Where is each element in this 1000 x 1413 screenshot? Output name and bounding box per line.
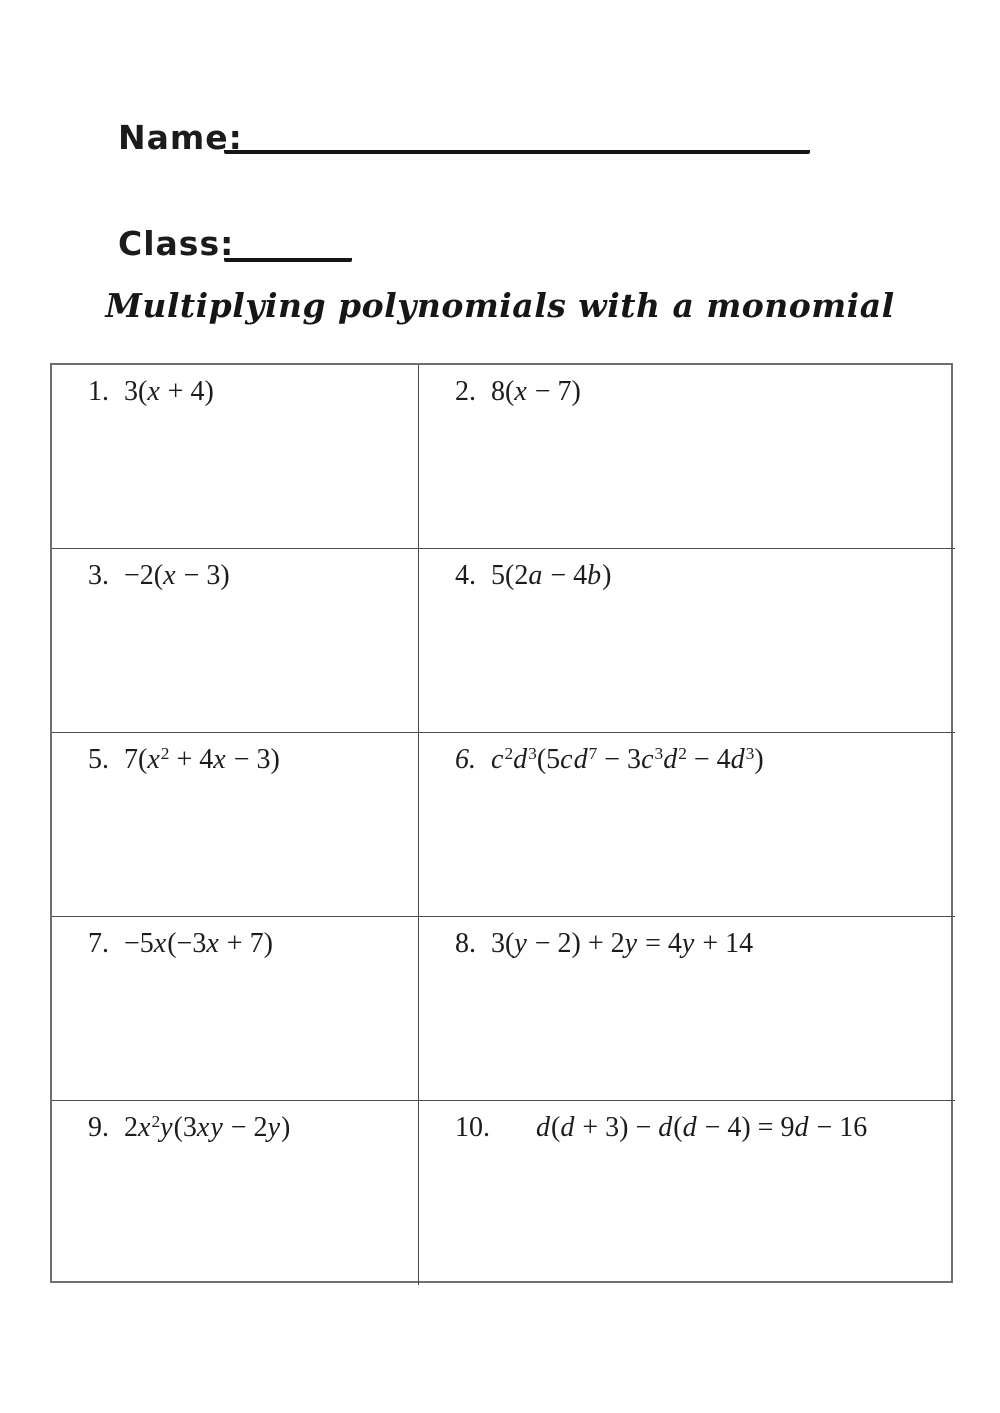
problem-expression: 8(x − 7) xyxy=(491,376,581,407)
problem-cell-10 xyxy=(419,1101,955,1285)
problem-cell-7 xyxy=(52,917,419,1101)
problem-number: 8. xyxy=(455,928,476,959)
problem-8 xyxy=(455,928,947,960)
problem-expression: d(d + 3) − d(d − 4) = 9d − 16 xyxy=(536,1112,868,1143)
class-fill-line xyxy=(224,224,352,262)
problem-6 xyxy=(455,744,947,776)
problem-cell-2 xyxy=(419,365,955,549)
problem-3 xyxy=(88,560,410,592)
worksheet-title: Multiplying polynomials with a monomial xyxy=(105,286,895,325)
problem-number: 10. xyxy=(455,1112,490,1143)
problem-cell-5 xyxy=(52,733,419,917)
problem-10 xyxy=(455,1112,947,1144)
problem-number: 6. xyxy=(455,744,476,775)
problem-number: 1. xyxy=(88,376,109,407)
problem-9 xyxy=(88,1112,410,1144)
class-label: Class: xyxy=(118,224,235,263)
name-fill-line xyxy=(224,116,810,154)
problem-1 xyxy=(88,376,410,408)
problem-7 xyxy=(88,928,410,960)
problem-cell-4 xyxy=(419,549,955,733)
problem-cell-3 xyxy=(52,549,419,733)
problem-number: 9. xyxy=(88,1112,109,1143)
problem-expression: 3(y − 2) + 2y = 4y + 14 xyxy=(491,928,754,959)
problem-number: 7. xyxy=(88,928,109,959)
problem-number: 2. xyxy=(455,376,476,407)
problem-expression: −5x(−3x + 7) xyxy=(124,928,273,959)
problem-5 xyxy=(88,744,410,776)
problem-expression: $7(x^2 + 4x - 3)$ xyxy=(124,744,280,775)
problems-table xyxy=(50,363,953,1283)
problem-cell-1 xyxy=(52,365,419,549)
problem-number: 3. xyxy=(88,560,109,591)
problem-cell-9 xyxy=(52,1101,419,1285)
problem-number: 4. xyxy=(455,560,476,591)
problem-expression: −2(x − 3) xyxy=(124,560,230,591)
problem-number: 5. xyxy=(88,744,109,775)
problem-4 xyxy=(455,560,947,592)
problem-expression: $c^2d^3(5cd^7 - 3c^3d^2 - 4d^3)$ xyxy=(491,744,764,775)
name-label: Name: xyxy=(118,118,243,157)
problem-cell-6 xyxy=(419,733,955,917)
problem-expression: 5(2a − 4b) xyxy=(491,560,612,591)
problem-2 xyxy=(455,376,947,408)
problem-cell-8 xyxy=(419,917,955,1101)
problem-expression: $2x^2y(3xy - 2y)$ xyxy=(124,1112,291,1143)
problem-expression: 3(x + 4) xyxy=(124,376,214,407)
